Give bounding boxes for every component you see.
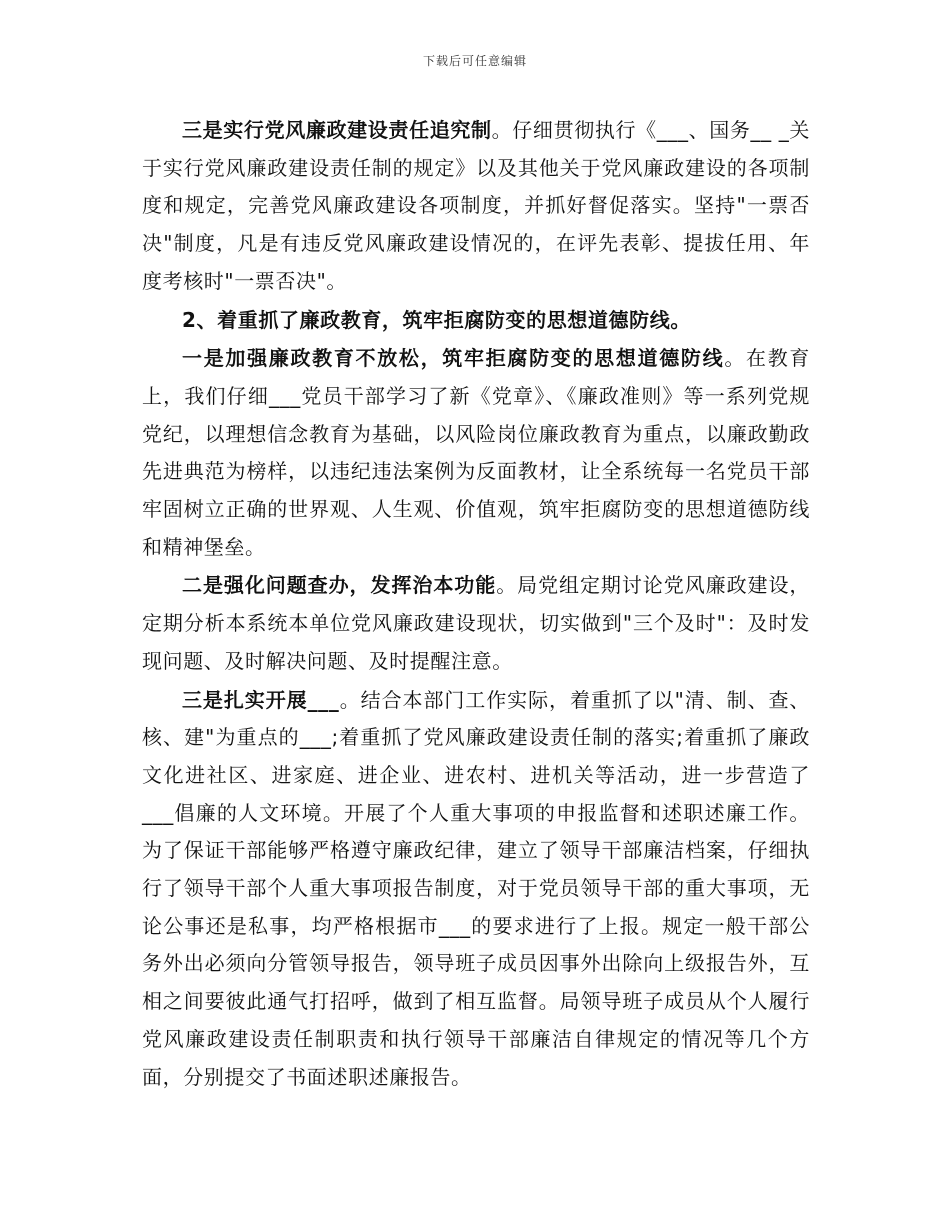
paragraph-text: 。仔细贯彻执行《___、国务__ _关于实行党风廉政建设责任制的规定》以及其他关于党风廉政建设的各项制度和规定，完善党风廉政建设各项制度，并抓好督促落实。坚持"一票否决"制度，凡是有违反党风廉政建设情况的，在评先表彰、提拔任用、年度考核时"一票否决"。 bbox=[142, 118, 810, 293]
document-body bbox=[142, 112, 810, 1096]
paragraph-lead: 一是加强廉政教育不放松，筑牢拒腐防变的思想道德防线 bbox=[182, 346, 725, 371]
paragraph-lead: 二是强化问题查办，发挥治本功能 bbox=[182, 573, 497, 598]
paragraph-text: 。结合本部门工作实际，着重抓了以"清、制、查、核、建"为重点的___;着重抓了党风廉政建设责任制的落实;着重抓了廉政文化进社区、进家庭、进企业、进农村、进机关等活动，进一步营造了___倡廉的人文环境。开展了个人重大事项的申报监督和述职述廉工作。为了保证干部能够严格遵守廉政纪律，建立了领导干部廉洁档案，仔细执行了领导干部个人重大事项报告制度，对于党员领导干部的重大事项，无论公事还是私事，均严格根据市___的要求进行了上报。规定一般干部公务外出必须向分管领导报告，领导班子成员因事外出除向上级报告外，互相之间要彼此通气打招呼，做到了相互监督。局领导班子成员从个人履行党风廉政建设责任制职责和执行领导干部廉洁自律规定的情况等几个方面，分别提交了书面述职述廉报告。 bbox=[142, 687, 810, 1089]
paragraph-text: 。在教育上，我们仔细___党员干部学习了新《党章》、《廉政准则》等一系列党规党纪，以理想信念教育为基础，以风险岗位廉政教育为重点，以廉政勤政先进典范为榜样，以违纪违法案例为反面教材，让全系统每一名党员干部牢固树立正确的世界观、人生观、价值观，筑牢拒腐防变的思想道德防线和精神堡垒。 bbox=[142, 346, 811, 559]
section-heading bbox=[142, 302, 810, 340]
paragraph-education bbox=[142, 340, 810, 566]
paragraph-investigation bbox=[142, 567, 810, 680]
page-header: 下载后可任意编辑 bbox=[422, 54, 527, 68]
paragraph-accountability bbox=[142, 112, 810, 301]
paragraph-lead: 三是实行党风廉政建设责任追究制 bbox=[182, 118, 492, 142]
paragraph-text: 。局党组定期讨论党风廉政建设，定期分析本系统本单位党风廉政建设现状，切实做到"三个及时"：及时发现问题、及时解决问题、及时提醒注意。 bbox=[142, 573, 811, 673]
paragraph-implementation bbox=[142, 682, 810, 1097]
paragraph-lead: 三是扎实开展___ bbox=[182, 687, 340, 712]
section-heading-text: 2、着重抓了廉政教育，筑牢拒腐防变的思想道德防线。 bbox=[182, 307, 691, 332]
